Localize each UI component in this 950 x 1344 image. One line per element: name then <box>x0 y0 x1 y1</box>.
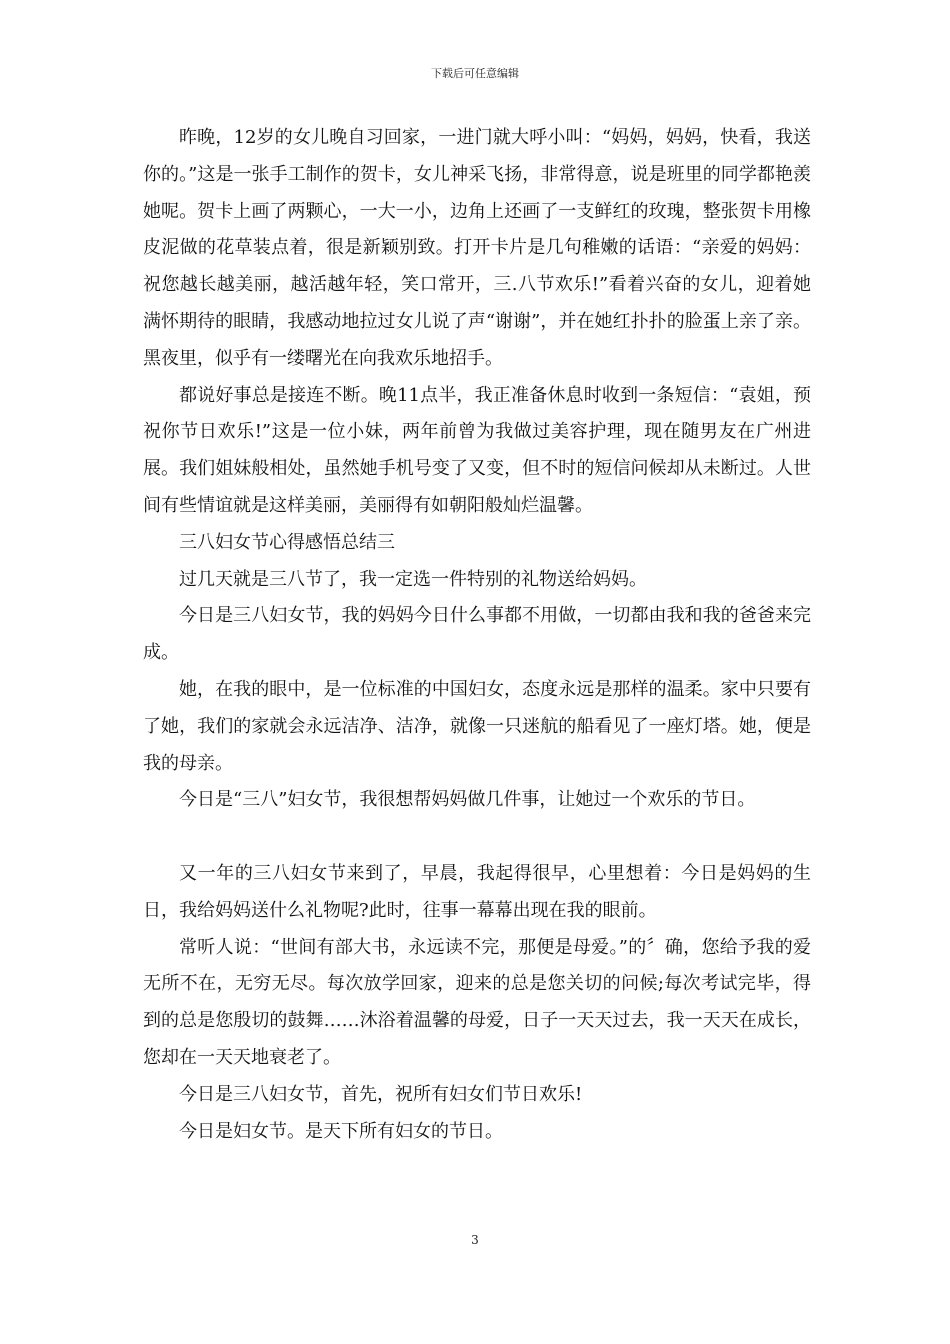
document-body <box>143 120 811 1150</box>
paragraph: 今日是三八妇女节，首先，祝所有妇女们节日欢乐! <box>179 1083 583 1105</box>
paragraph: 都说好事总是接连不断。晚11点半，我正准备休息时收到一条短信：“袁姐，预祝你节日欢乐!”这是一位小妹，两年前曾为我做过美容护理，现在随男友在广州进展。我们姐妹般相处，虽然她手机号变了又变，但不时的短信问候却从未断过。人世间有些情谊就是这样美丽，美丽得有如朝阳般灿烂温馨。 <box>143 384 811 516</box>
page-number: 3 <box>471 1233 479 1247</box>
paragraph: 今日是“三八”妇女节，我很想帮妈妈做几件事，让她过一个欢乐的节日。 <box>179 789 756 811</box>
paragraph: 昨晚，12岁的女儿晚自习回家，一进门就大呼小叫：“妈妈，妈妈，快看，我送你的。”这是一张手工制作的贺卡，女儿神采飞扬，非常得意，说是班里的同学都艳羡她呢。贺卡上画了两颗心，一大一小，边角上还画了一支鲜红的玫瑰，整张贺卡用橡皮泥做的花草装点着，很是新颖别致。打开卡片是几句稚嫩的话语：“亲爱的妈妈：祝您越长越美丽，越活越年轻，笑口常开，三.八节欢乐!”看着兴奋的女儿，迎着她满怀期待的眼睛，我感动地拉过女儿说了声“谢谢”，并在她红扑扑的脸蛋上亲了亲。黑夜里，似乎有一缕曙光在向我欢乐地招手。 <box>143 127 811 369</box>
blank-line <box>143 819 811 856</box>
paragraph: 她，在我的眼中，是一位标准的中国妇女，态度永远是那样的温柔。家中只要有了她，我们的家就会永远洁净、洁净，就像一只迷航的船看见了一座灯塔。她，便是我的母亲。 <box>143 678 811 774</box>
paragraph: 过几天就是三八节了，我一定选一件特别的礼物送给妈妈。 <box>179 568 647 590</box>
paragraph: 今日是妇女节。是天下所有妇女的节日。 <box>179 1120 503 1142</box>
paragraph: 今日是三八妇女节，我的妈妈今日什么事都不用做，一切都由我和我的爸爸来完成。 <box>143 605 811 664</box>
section-heading: 三八妇女节心得感悟总结三 <box>179 531 395 553</box>
paragraph: 常听人说：“世间有部大书，永远读不完，那便是母爱。”的〞确，您给予我的爱无所不在，无穷无尽。每次放学回家，迎来的总是您关切的问候;每次考试完毕，得到的总是您殷切的鼓舞……沐浴着温馨的母爱，日子一天天过去，我一天天在成长，您却在一天天地衰老了。 <box>143 936 811 1068</box>
page-header: 下载后可任意编辑 <box>431 67 519 80</box>
paragraph: 又一年的三八妇女节来到了，早晨，我起得很早，心里想着：今日是妈妈的生日，我给妈妈送什么礼物呢?此时，往事一幕幕出现在我的眼前。 <box>143 862 811 921</box>
